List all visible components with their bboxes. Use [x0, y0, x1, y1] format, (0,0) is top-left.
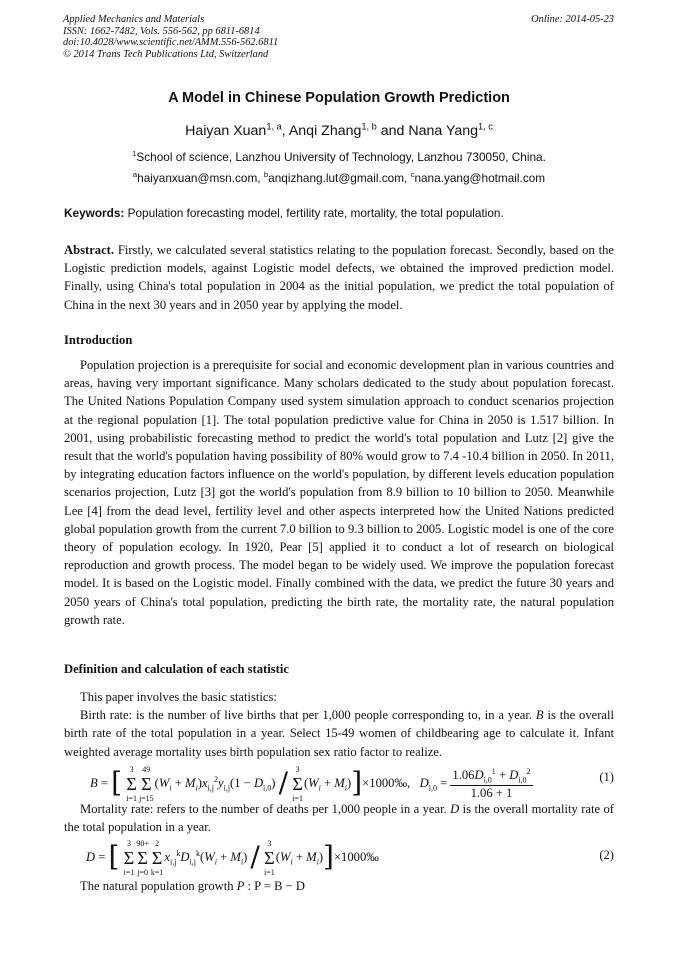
email-link[interactable]: haiyanxuan@msn.com, [137, 171, 264, 185]
equation-2 [64, 836, 614, 876]
abstract [64, 241, 614, 314]
email-link[interactable]: nana.yang@hotmail.com [414, 171, 546, 185]
variable-d: D [450, 802, 460, 816]
sum-symbol: 3 Σ i=1 [292, 764, 303, 803]
definitions-body [64, 688, 614, 761]
email-link[interactable]: anqizhang.lut@gmail.com, [268, 171, 411, 185]
keywords-text: Population forecasting model, fertility rate, mortality, the total population. [124, 206, 504, 220]
email-sup: c [410, 170, 415, 180]
keywords-label: Keywords: [64, 206, 125, 220]
growth-text: The natural population growth [80, 879, 237, 893]
issn: ISSN: 1662-7482, Vols. 556-562, pp 6811-6814 [63, 25, 260, 37]
copyright: © 2014 Trans Tech Publications Ltd, Switzerland [63, 48, 269, 60]
definitions-intro: This paper involves the basic statistics: [80, 690, 277, 704]
author-sup: 1, a [266, 121, 282, 132]
journal-name: Applied Mechanics and Materials [63, 14, 205, 25]
email-sup: a [132, 170, 138, 180]
equation-number: (1) [599, 770, 614, 784]
abstract-label: Abstract. [64, 243, 115, 257]
mortality-text-cont: is the overall mortality rate of the total population in a year. [64, 802, 614, 835]
equation-2-body: D = [ 3 Σ i=1 90+ Σ j=0 2 Σ k=1 $x_{i,j}^kD_{i,j}^k(W_i + M_i)$ / 3 Σ i=1 ($W_i$ + $M_i)]\times 1000‰$ [86, 838, 379, 877]
abstract-text: Firstly, we calculated several statistics relating to the population forecast. Secondly, based on the Logistic prediction models, against Logistic model defects, we obtained the improved prediction model. Finally, using China's total population in 2004 as the initial population, we predict the total population of China in the next 30 years and in 2050 year by applying the model. [64, 243, 614, 312]
author-name: Anqi Zhang [288, 123, 362, 139]
birth-rate-paragraph [64, 706, 614, 761]
growth-formula: : P = B − D [244, 879, 306, 893]
sum-symbol: 2 Σ k=1 [150, 838, 164, 877]
birth-rate-text: Birth rate: is the number of live births that per 1,000 people corresponding to, in a year. [80, 708, 536, 723]
affiliation-sup: 1 [132, 149, 137, 159]
sum-symbol: 3 Σ i=1 [264, 838, 275, 877]
paper-title: A Model in Chinese Population Growth Prediction [168, 90, 510, 106]
equation-1-body: B = [ 3 Σ i=1 49 Σ j=15 $(W_i + M_i)x_{i,j}^2y_{i,j}(1 - D_{i,0})$ / 3 Σ i=1 ($W_i$ + $M_i)]\times 1000‰$, $D_{i,0}$ = $\frac{1.06D_{i,0}^1 + D_{i,0}^2}{1.06 + 1}$ [90, 764, 531, 803]
birth-rate-text-cont: is the overall birth rate of the total population in a year. Select 15-49 women of childbearing age to calculate it. Infant weighted average mortality uses birth population sex ratio factor to realize. [64, 708, 614, 759]
journal-header [63, 14, 278, 60]
mortality-text: Mortality rate: refers to the number of deaths per 1,000 people in a year. [80, 802, 451, 816]
email-sup: b [263, 170, 269, 180]
author-list [0, 123, 678, 139]
author-emails [0, 171, 678, 185]
author-sup: 1, b [361, 121, 377, 132]
author-sup: 1, c [478, 121, 493, 132]
section-heading-definitions: Definition and calculation of each statistic [64, 662, 289, 676]
author-name: Nana Yang [408, 123, 479, 139]
affiliation [0, 150, 678, 164]
sum-symbol: 3 Σ i=1 [126, 764, 137, 803]
author-name: Haiyan Xuan [185, 123, 267, 139]
fraction: $\frac{1.06D_{i,0}^1 + D_{i,0}^2}{1.06 + 1}$ [452, 767, 531, 800]
equation-1 [64, 760, 614, 803]
mortality-paragraph [64, 800, 614, 836]
variable-b: B [535, 708, 544, 723]
doi: doi:10.4028/www.scientific.net/AMM.556-562.6811 [63, 37, 279, 49]
author-separator: , [281, 123, 289, 139]
keywords [64, 206, 614, 220]
variable-p: P [236, 879, 245, 893]
introduction-paragraph: Population projection is a prerequisite for social and economic development plan in various countries and areas, having very important significance. Many scholars dedicated to the study about population forecast. The United Nations Population Company used system simulation approach to conduct scenarios projection at the regional population [1]. The total population predictive value for China in 2050 is 1.517 billion. In 2001, using probabilistic forecasting method to predict the world's total population and Lutz [2] give the result that the world's population having possibility of 80% would grow to 7.4 -10.4 billion in 2050. In 2011, by integrating education factors influence on the world's population, by different levels education population scenarios projection, Lutz [3] got the world's population from 8.9 billion to 10 billion to 2050. Meanwhile Lee [4] from the dead level, fertility level and other aspects interpreted how the United Nations predicted global population growth from the current 7.0 billion to 9.3 billion to 2005. Logistic model is one of the core theory of population ecology. In 1920, Pear [5] applied it to conduct a lot of research on biological reproduction and growth process. The model began to be widely used. We improve the population forecast model. It is based on the Logistic model. Finally combined with the data, we predict the future 30 years and 2050 years of China's total population, predicting the birth rate, the mortality rate, the natural population growth rate. [64, 358, 614, 627]
equation-number: (2) [599, 848, 614, 862]
sum-symbol: 3 Σ i=1 [123, 838, 135, 877]
sum-symbol: 49 Σ j=15 [138, 764, 154, 803]
growth-paragraph [64, 877, 614, 895]
online-date: Online: 2014-05-23 [531, 14, 614, 25]
sum-symbol: 90+ Σ j=0 [136, 838, 149, 877]
affiliation-text: School of science, Lanzhou University of Technology, Lanzhou 730050, China. [136, 150, 546, 164]
author-separator: and [376, 123, 409, 139]
section-heading-introduction: Introduction [64, 333, 133, 347]
